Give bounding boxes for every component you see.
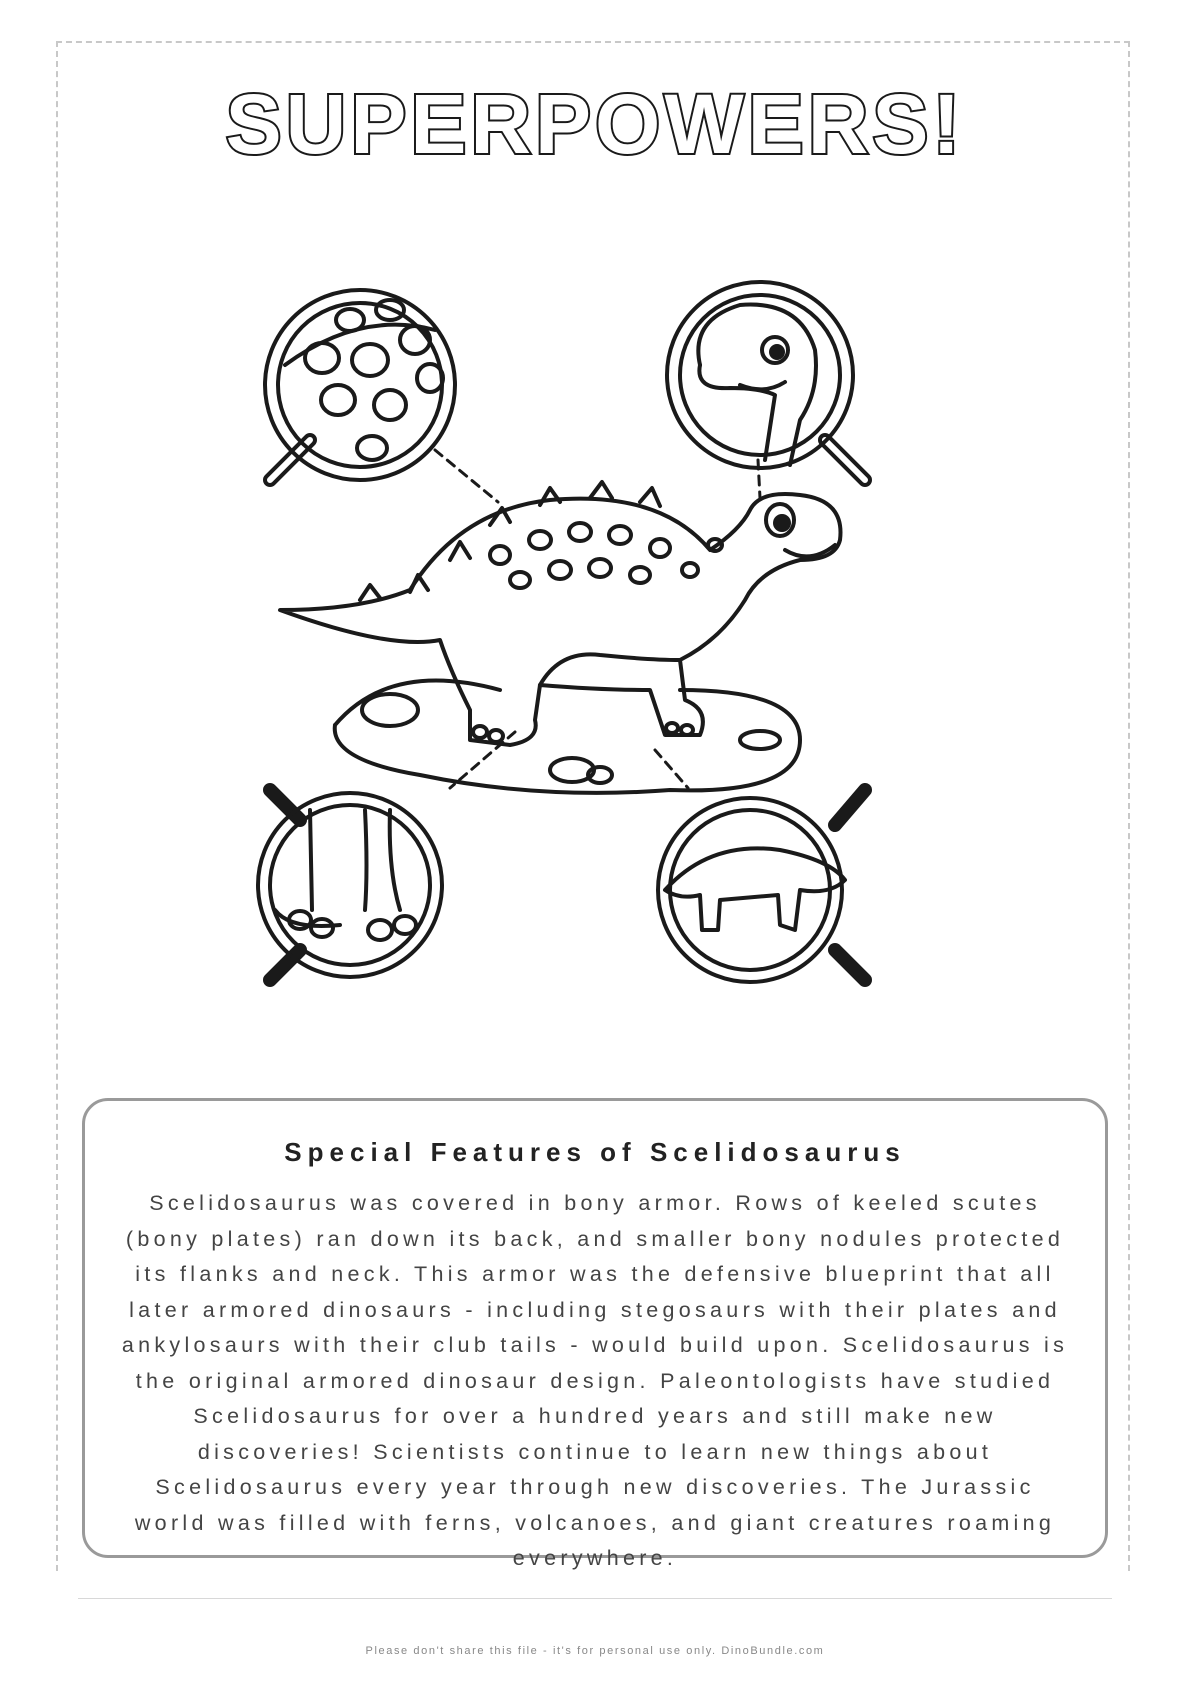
page-title: SUPERPOWERS!	[225, 77, 965, 171]
info-heading: Special Features of Scelidosaurus	[284, 1137, 906, 1167]
armor-scutes-icon	[265, 290, 455, 480]
info-body: Scelidosaurus was covered in bony armor. Rows of keeled scutes (bony plates) ran down its back, and smaller bony nodules protected its flanks and neck. This armor was the defensive blueprint that all later armored dinosaurs - including stegosaurs with their plates and ankylosaurs with their club tails - would build upon. Scelidosaurus is the original armored dinosaur design. Paleontologists have studied Scelidosaurus for over a hundred years and still make new discoveries! Scientists continue to learn new things about Scelidosaurus every year through new discoveries. The Jurassic world was filled with ferns, volcanoes, and giant creatures roaming everywhere.	[121, 1191, 1069, 1570]
head-icon	[667, 282, 865, 480]
info-box	[82, 1098, 1108, 1570]
footer-notice: Please don't share this file - it's for personal use only. DinoBundle.com	[365, 1645, 825, 1657]
silhouette-icon	[658, 790, 865, 982]
dinosaur-illustration	[240, 270, 940, 1070]
footer-divider	[78, 1598, 1112, 1599]
feet-icon	[258, 790, 442, 980]
ground	[335, 681, 800, 793]
